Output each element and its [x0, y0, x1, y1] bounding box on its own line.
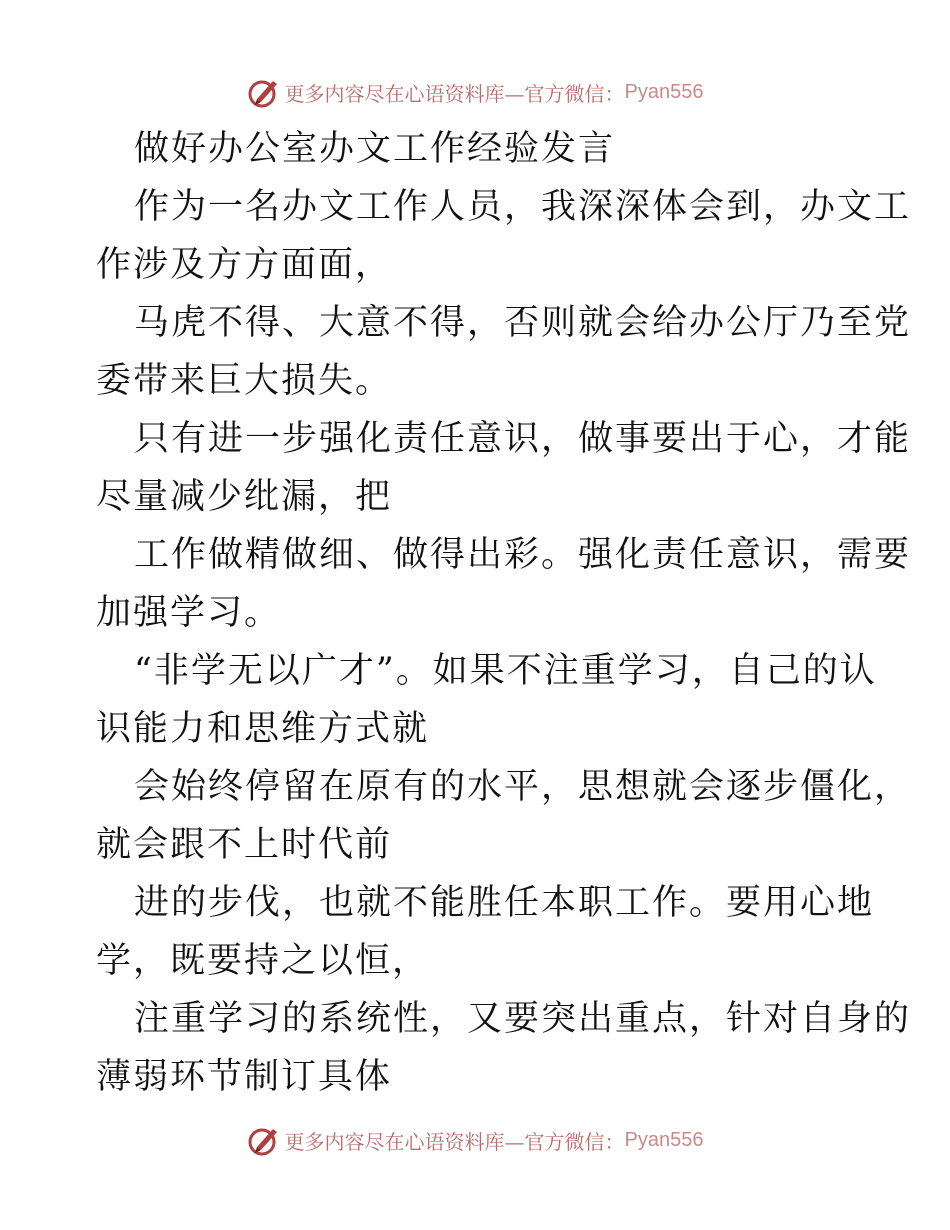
text-line: 马虎不得、大意不得，否则就会给办公厅乃至党 — [134, 303, 912, 343]
watermark-text: 更多内容尽在心语资料库— — [284, 1129, 525, 1154]
watermark-wechat-label: 官方微信： — [524, 81, 625, 106]
watermark-wechat-label: 官方微信： — [524, 1129, 625, 1154]
watermark-wechat-id: Pyan556 — [624, 1128, 704, 1151]
header-watermark — [0, 72, 950, 112]
pen-logo-icon — [247, 1123, 281, 1157]
text-line: 就会跟不上时代前 — [96, 825, 393, 865]
text-line: 工作做精做细、做得出彩。强化责任意识，需要 — [134, 535, 912, 575]
document-title: 做好办公室办文工作经验发言 — [134, 129, 616, 169]
watermark-text: 更多内容尽在心语资料库— — [284, 81, 525, 106]
pen-logo-icon — [247, 75, 281, 109]
text-line: 加强学习。 — [96, 593, 282, 633]
text-line: 作涉及方方面面， — [96, 245, 393, 285]
text-line: 注重学习的系统性，又要突出重点，针对自身的 — [134, 999, 912, 1039]
text-line: 作为一名办文工作人员，我深深体会到，办文工 — [134, 187, 912, 227]
text-line: 只有进一步强化责任意识，做事要出于心，才能 — [134, 419, 912, 459]
text-line: 薄弱环节制订具体 — [96, 1057, 393, 1097]
document-body — [96, 120, 912, 1106]
text-line: 会始终停留在原有的水平，思想就会逐步僵化， — [134, 767, 912, 807]
text-line: 进的步伐，也就不能胜任本职工作。要用心地 — [134, 883, 875, 923]
text-line: “非学无以广才”。如果不注重学习，自己的认 — [134, 651, 877, 691]
text-line: 学，既要持之以恒， — [96, 941, 430, 981]
watermark-wechat-id: Pyan556 — [624, 80, 704, 103]
text-line: 识能力和思维方式就 — [96, 709, 430, 749]
text-line: 委带来巨大损失。 — [96, 361, 393, 401]
footer-watermark — [0, 1120, 950, 1160]
text-line: 尽量减少纰漏，把 — [96, 477, 393, 517]
